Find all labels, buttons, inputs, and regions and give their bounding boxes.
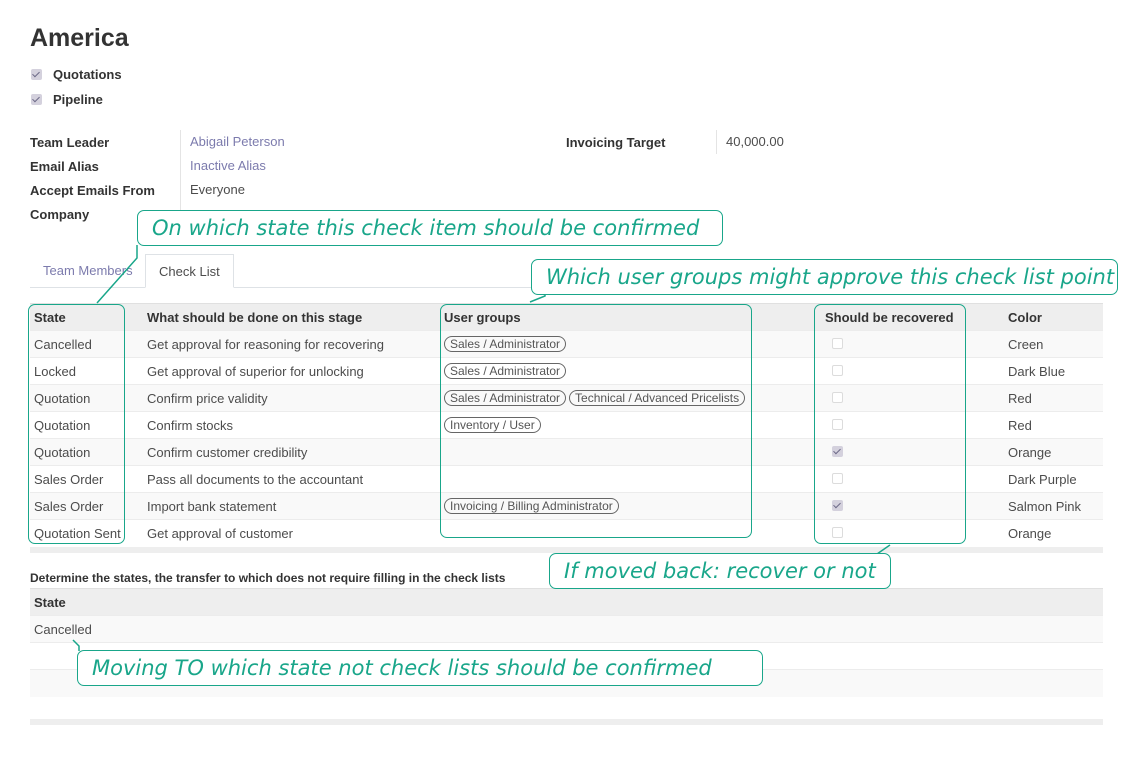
state-cell: Quotation Sent	[30, 520, 143, 547]
team-leader-label: Team Leader	[30, 135, 110, 150]
user-group-tag[interactable]: Technical / Advanced Pricelists	[569, 390, 745, 406]
state-cell: Cancelled	[30, 616, 1103, 643]
user-groups-cell	[440, 520, 821, 547]
should-be-recovered-cell	[821, 331, 1004, 358]
task-cell: Pass all documents to the accountant	[143, 466, 440, 493]
task-cell: Get approval of superior for unlocking	[143, 358, 440, 385]
column-header-should-be-recovered[interactable]: Should be recovered	[821, 304, 1004, 331]
quotations-label: Quotations	[53, 67, 122, 82]
task-cell: Get approval of customer	[143, 520, 440, 547]
pipeline-label: Pipeline	[53, 92, 103, 107]
task-cell: Confirm stocks	[143, 412, 440, 439]
color-cell: Creen	[1004, 331, 1103, 358]
invoicing-target-value[interactable]: 40,000.00	[716, 130, 784, 154]
should-be-recovered-cell	[821, 520, 1004, 547]
table-row[interactable]	[30, 466, 1103, 493]
table-row[interactable]	[30, 520, 1103, 547]
state-cell: Sales Order	[30, 493, 143, 520]
accept-emails-value[interactable]: Everyone	[180, 178, 245, 202]
table-row[interactable]	[30, 331, 1103, 358]
should-be-recovered-cell	[821, 439, 1004, 466]
color-cell: Dark Purple	[1004, 466, 1103, 493]
table-row[interactable]	[30, 358, 1103, 385]
state-cell: Locked	[30, 358, 143, 385]
pipeline-checkbox[interactable]	[31, 94, 42, 105]
color-cell: Red	[1004, 412, 1103, 439]
column-header-state[interactable]: State	[30, 589, 1103, 616]
should-be-recovered-cell	[821, 412, 1004, 439]
should-be-recovered-checkbox[interactable]	[832, 473, 843, 484]
should-be-recovered-cell	[821, 493, 1004, 520]
should-be-recovered-checkbox[interactable]	[832, 338, 843, 349]
check-list-header-row	[30, 304, 1103, 331]
state-cell: Cancelled	[30, 331, 143, 358]
annotation-state: On which state this check item should be confirmed	[137, 210, 723, 246]
user-group-tag[interactable]: Inventory / User	[444, 417, 541, 433]
tab-check-list[interactable]: Check List	[145, 254, 234, 288]
company-label: Company	[30, 207, 90, 222]
quotations-checkbox-row[interactable]	[31, 67, 122, 82]
user-groups-cell	[440, 412, 821, 439]
no-check-states-footer	[30, 719, 1103, 725]
color-cell: Salmon Pink	[1004, 493, 1103, 520]
page-title: America	[30, 24, 129, 52]
table-row[interactable]	[30, 412, 1103, 439]
state-cell: Quotation	[30, 385, 143, 412]
task-cell: Get approval for reasoning for recovering	[143, 331, 440, 358]
table-row[interactable]	[30, 385, 1103, 412]
no-check-states-title: Determine the states, the transfer to which does not require filling in the check lists	[30, 571, 506, 585]
user-groups-cell	[440, 466, 821, 493]
task-cell: Import bank statement	[143, 493, 440, 520]
column-header-user-groups[interactable]: User groups	[440, 304, 821, 331]
should-be-recovered-checkbox[interactable]	[832, 419, 843, 430]
color-cell: Red	[1004, 385, 1103, 412]
user-group-tag[interactable]: Invoicing / Billing Administrator	[444, 498, 619, 514]
task-cell: Confirm price validity	[143, 385, 440, 412]
column-header-task[interactable]: What should be done on this stage	[143, 304, 440, 331]
should-be-recovered-checkbox[interactable]	[832, 500, 843, 511]
team-leader-value[interactable]: Abigail Peterson	[180, 130, 285, 154]
column-header-color[interactable]: Color	[1004, 304, 1103, 331]
annotation-user-groups: Which user groups might approve this check list point	[531, 259, 1118, 295]
should-be-recovered-checkbox[interactable]	[832, 365, 843, 376]
annotation-recover: If moved back: recover or not	[549, 553, 891, 589]
user-groups-cell	[440, 385, 821, 412]
column-header-state[interactable]: State	[30, 304, 143, 331]
table-row[interactable]	[30, 493, 1103, 520]
should-be-recovered-checkbox[interactable]	[832, 392, 843, 403]
user-groups-cell	[440, 439, 821, 466]
color-cell: Dark Blue	[1004, 358, 1103, 385]
table-row[interactable]	[30, 439, 1103, 466]
state-cell: Sales Order	[30, 466, 143, 493]
user-group-tag[interactable]: Sales / Administrator	[444, 390, 566, 406]
annotation-moving-to: Moving TO which state not check lists should be confirmed	[77, 650, 763, 686]
user-groups-cell	[440, 331, 821, 358]
should-be-recovered-checkbox[interactable]	[832, 527, 843, 538]
tab-team-members[interactable]: Team Members	[43, 263, 133, 278]
no-check-states-header-row	[30, 589, 1103, 616]
check-list-table	[30, 303, 1103, 547]
user-group-tag[interactable]: Sales / Administrator	[444, 363, 566, 379]
invoicing-target-label: Invoicing Target	[566, 135, 666, 150]
state-cell: Quotation	[30, 439, 143, 466]
task-cell: Confirm customer credibility	[143, 439, 440, 466]
color-cell: Orange	[1004, 520, 1103, 547]
accept-emails-label: Accept Emails From	[30, 183, 155, 198]
user-groups-cell	[440, 358, 821, 385]
email-alias-value[interactable]: Inactive Alias	[180, 154, 266, 178]
quotations-checkbox[interactable]	[31, 69, 42, 80]
state-cell: Quotation	[30, 412, 143, 439]
should-be-recovered-cell	[821, 358, 1004, 385]
user-group-tag[interactable]: Sales / Administrator	[444, 336, 566, 352]
should-be-recovered-checkbox[interactable]	[832, 446, 843, 457]
pipeline-checkbox-row[interactable]	[31, 92, 103, 107]
user-groups-cell	[440, 493, 821, 520]
should-be-recovered-cell	[821, 385, 1004, 412]
should-be-recovered-cell	[821, 466, 1004, 493]
table-row[interactable]	[30, 616, 1103, 643]
email-alias-label: Email Alias	[30, 159, 99, 174]
color-cell: Orange	[1004, 439, 1103, 466]
